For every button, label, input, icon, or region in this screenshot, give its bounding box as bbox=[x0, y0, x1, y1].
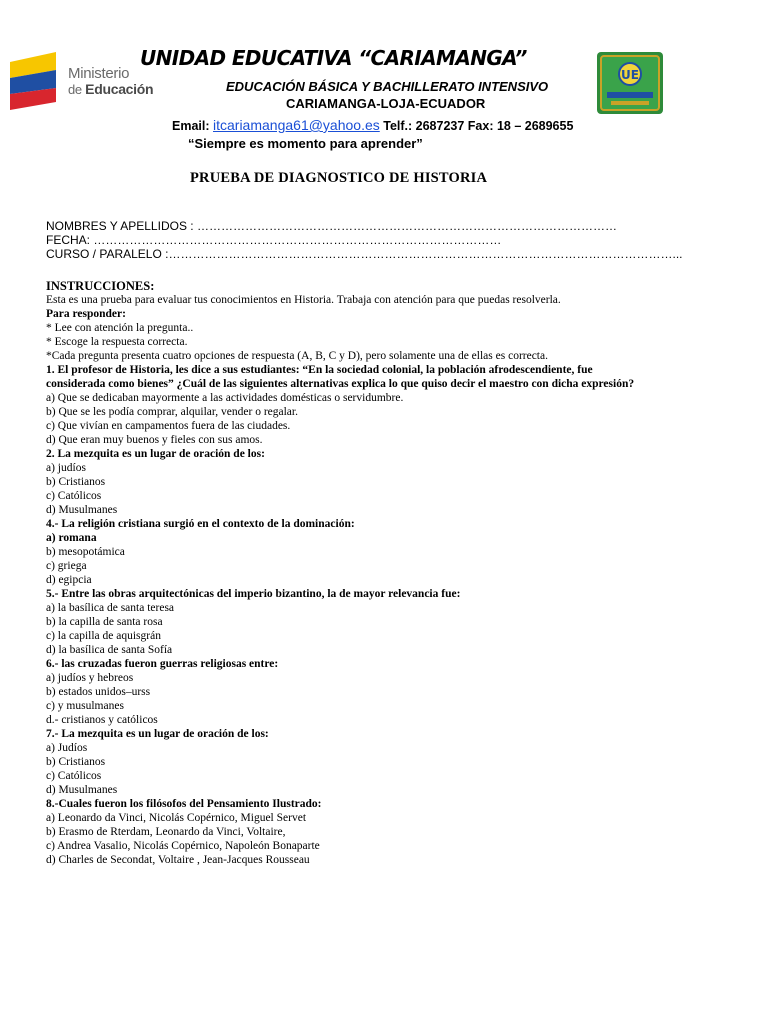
answer-option: a) Leonardo da Vinci, Nicolás Copérnico, Miguel Servet bbox=[46, 812, 307, 824]
answer-option: c) Católicos bbox=[46, 770, 102, 782]
instructions-intro: Esta es una prueba para evaluar tus conocimientos en Historia. Trabaja con atención para que puedas resolverla. bbox=[46, 294, 561, 306]
school-name: UNIDAD EDUCATIVA “CARIAMANGA” bbox=[140, 46, 527, 70]
answer-option: c) Católicos bbox=[46, 490, 102, 502]
question-text: 7.- La mezquita es un lugar de oración de los: bbox=[46, 728, 269, 740]
answer-option: d) la basílica de santa Sofía bbox=[46, 644, 173, 656]
answer-option: a) Que se dedicaban mayormente a las actividades domésticas o servidumbre. bbox=[46, 392, 404, 404]
email-link[interactable]: itcariamanga61@yahoo.es bbox=[213, 117, 380, 133]
answer-option: a) judíos y hebreos bbox=[46, 672, 134, 684]
question-text: 1. El profesor de Historia, les dice a sus estudiantes: “En la sociedad colonial, la población afrodescendiente, fue bbox=[46, 364, 593, 376]
exam-body bbox=[46, 279, 746, 867]
ue-logo-text: UE bbox=[621, 68, 639, 82]
answer-option: b) la capilla de santa rosa bbox=[46, 616, 163, 628]
question-2 bbox=[46, 447, 746, 517]
ministry-name bbox=[68, 66, 153, 96]
question-7 bbox=[46, 727, 746, 797]
answer-option: b) Que se les podía comprar, alquilar, vender o regalar. bbox=[46, 406, 298, 418]
answer-option: a) la basílica de santa teresa bbox=[46, 602, 175, 614]
contact-line bbox=[172, 117, 573, 133]
instruction-step: * Lee con atención la pregunta.. bbox=[46, 322, 194, 334]
answer-option: c) y musulmanes bbox=[46, 700, 124, 712]
question-6 bbox=[46, 657, 746, 727]
instructions-heading: INSTRUCCIONES: bbox=[46, 279, 155, 293]
answer-option: a) Judíos bbox=[46, 742, 88, 754]
school-location: CARIAMANGA-LOJA-ECUADOR bbox=[286, 96, 486, 111]
email-label: Email: bbox=[172, 119, 213, 133]
instruction-step: *Cada pregunta presenta cuatro opciones de respuesta (A, B, C y D), pero solamente una de ellas es correcta. bbox=[46, 350, 548, 362]
field-names: NOMBRES Y APELLIDOS : …………………………………………………………………………………………… bbox=[46, 219, 617, 233]
ministry-line-1: Ministerio bbox=[68, 65, 130, 82]
answer-option: b) Erasmo de Rterdam, Leonardo da Vinci, Voltaire, bbox=[46, 826, 286, 838]
answer-option: a) judíos bbox=[46, 462, 86, 474]
phone-fax: Telf.: 2687237 Fax: 18 – 2689655 bbox=[379, 119, 574, 133]
student-fields bbox=[46, 219, 682, 261]
instruction-step: * Escoge la respuesta correcta. bbox=[46, 336, 188, 348]
question-text: 4.- La religión cristiana surgió en el contexto de la dominación: bbox=[46, 518, 355, 530]
answer-option: b) Cristianos bbox=[46, 476, 106, 488]
answer-option: d) Musulmanes bbox=[46, 504, 118, 516]
question-text: 5.- Entre las obras arquitectónicas del imperio bizantino, la de mayor relevancia fue: bbox=[46, 588, 461, 600]
school-subtitle: EDUCACIÓN BÁSICA Y BACHILLERATO INTENSIVO bbox=[226, 79, 549, 94]
answer-option: d) Que eran muy buenos y fieles con sus amos. bbox=[46, 434, 263, 446]
question-text: 6.- las cruzadas fueron guerras religiosas entre: bbox=[46, 658, 279, 670]
question-4 bbox=[46, 517, 746, 587]
answer-option: c) Que vivían en campamentos fuera de las ciudades. bbox=[46, 420, 291, 432]
ministry-line-2: de Educación bbox=[68, 80, 154, 97]
answer-option: a) romana bbox=[46, 532, 97, 544]
answer-option: b) Cristianos bbox=[46, 756, 106, 768]
question-text: 8.-Cuales fueron los filósofos del Pensamiento Ilustrado: bbox=[46, 798, 322, 810]
school-motto: “Siempre es momento para aprender” bbox=[188, 136, 423, 151]
question-8 bbox=[46, 797, 746, 867]
answer-option: c) griega bbox=[46, 560, 87, 572]
answer-option: d.- cristianos y católicos bbox=[46, 714, 158, 726]
question-5 bbox=[46, 587, 746, 657]
question-text: 2. La mezquita es un lugar de oración de los: bbox=[46, 448, 265, 460]
answer-option: d) Musulmanes bbox=[46, 784, 118, 796]
answer-option: c) la capilla de aquisgrán bbox=[46, 630, 161, 642]
exam-title: PRUEBA DE DIAGNOSTICO DE HISTORIA bbox=[190, 170, 488, 186]
how-to-answer-heading: Para responder: bbox=[46, 308, 126, 320]
answer-option: d) egipcia bbox=[46, 574, 92, 586]
answer-option: b) estados unidos–urss bbox=[46, 686, 151, 698]
ue-school-logo bbox=[597, 52, 663, 114]
answer-option: b) mesopotámica bbox=[46, 546, 125, 558]
question-text: considerada como bienes” ¿Cuál de las siguientes alternativas explica lo que quiso decir el maestro con dicha expresión? bbox=[46, 378, 635, 390]
answer-option: d) Charles de Secondat, Voltaire , Jean-Jacques Rousseau bbox=[46, 854, 310, 866]
field-course: CURSO / PARALELO :………………………………………………………………………………………………………………... bbox=[46, 247, 683, 261]
field-date: FECHA: ………………………………………………………………………………………… bbox=[46, 233, 502, 247]
question-1 bbox=[46, 363, 746, 447]
answer-option: c) Andrea Vasalio, Nicolás Copérnico, Napoleón Bonaparte bbox=[46, 840, 320, 852]
